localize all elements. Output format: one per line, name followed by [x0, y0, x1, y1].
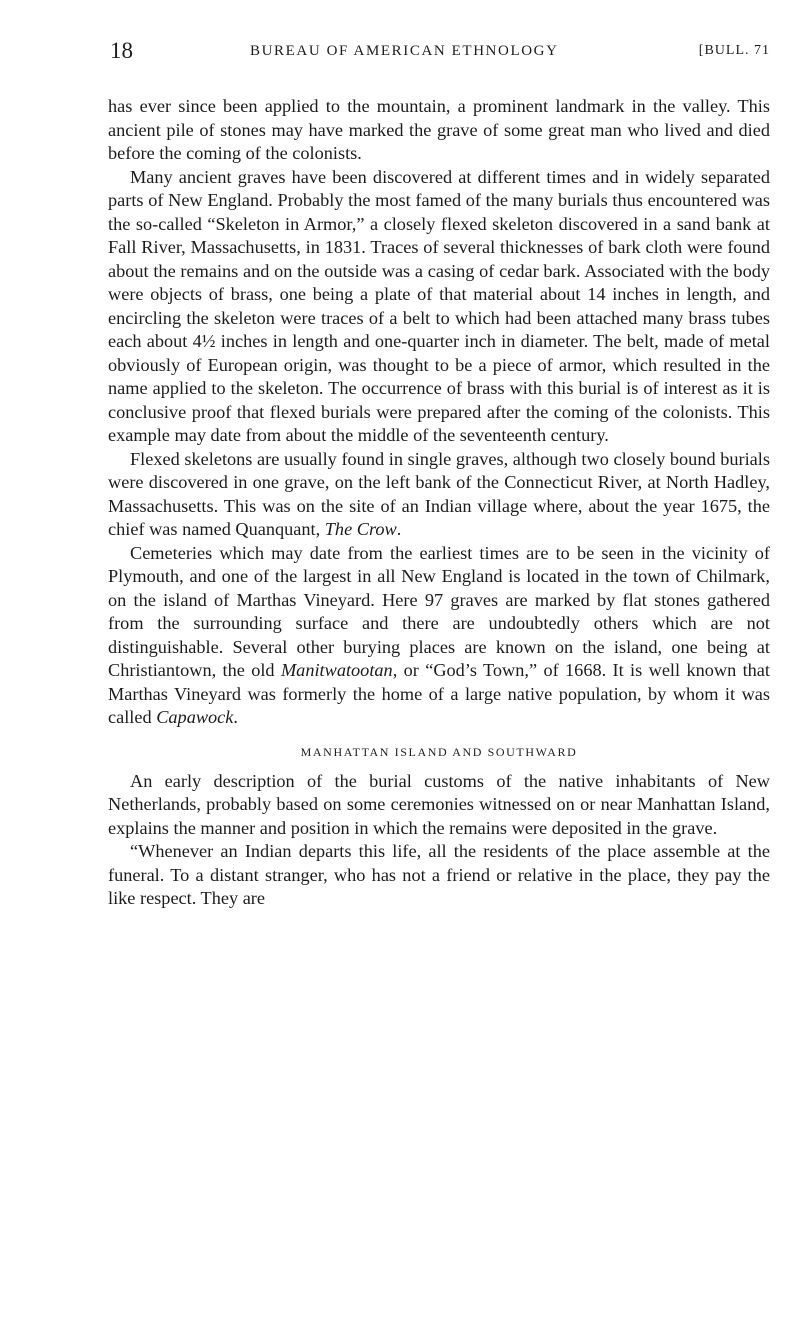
italic-term: Capawock [156, 707, 234, 727]
paragraph-text: . [233, 707, 238, 727]
body-text [108, 95, 770, 911]
paragraph-text: , or “God’s Town,” of 1668. It is well known that Marthas Vineyard was formerly the home of a large native population, by whom it was called [108, 660, 770, 727]
running-head-title: BUREAU OF AMERICAN ETHNOLOGY [250, 43, 559, 59]
paragraph-text: . [396, 519, 402, 539]
paragraph-continued: has ever since been applied to the mountain, a prominent landmark in the valley. This ancient pile of stones may have marked the grave of some great man who lived and died before the coming of the colonists. [108, 96, 770, 163]
paragraph-early-description: An early description of the burial customs of the native inhabitants of New Netherlands, probably based on some ceremonies witnessed on or near Manhattan Island, explains the manner and position in which the remains were deposited in the grave. [108, 770, 770, 838]
italic-term: Manitwatootan [280, 660, 393, 680]
running-head [110, 38, 770, 68]
paragraph-flexed-skeletons [108, 448, 770, 542]
section-heading: MANHATTAN ISLAND AND SOUTHWARD [300, 744, 578, 759]
paragraph-cemeteries [108, 542, 770, 730]
bulletin-number: [BULL. 71 [698, 43, 770, 58]
page-number: 18 [110, 38, 133, 63]
paragraph-text: Cemeteries which may date from the earliest times are to be seen in the vicinity of Plymouth, and one of the largest in all New England is located in the town of Chilmark, on the island of Marthas Vineyard. Here 97 graves are marked by flat stones gathered from the surrounding surface and there are undoubtedly others which are not distinguishable. Several other burying places are known on the island, one being at Christiantown, the old [108, 542, 770, 680]
paragraph-text: Flexed skeletons are usually found in single graves, although two closely bound burials were discovered in one grave, on the left bank of the Connecticut River, at North Hadley, Massachusetts. This was on the site of an Indian village where, about the year 1675, the chief was named Quanquant, [108, 448, 770, 539]
paragraph-quotation: “Whenever an Indian departs this life, all the residents of the place assemble at the funeral. To a distant stranger, who has not a friend or relative in the place, they pay the like respect. They are [108, 841, 770, 908]
italic-term: The Crow [324, 519, 397, 539]
paragraph-skeleton-in-armor: Many ancient graves have been discovered at different times and in widely separated parts of New England. Probably the most famed of the many burials thus encountered was the so-called “Skeleton in Armor,” a closely flexed skeleton discovered in a sand bank at Fall River, Massachusetts, in 1831. Traces of several thicknesses of bark cloth were found about the remains and on the outside was a casing of cedar bark. Associated with the body were objects of brass, one being a plate of that material about 14 inches in length, and encircling the skeleton were traces of a belt to which had been attached many brass tubes each about 4½ inches in length and one-quarter inch in diameter. The belt, made of metal obviously of European origin, was thought to be a piece of armor, which resulted in the name applied to the skeleton. The occurrence of brass with this burial is of interest as it is conclusive proof that flexed burials were prepared after the coming of the colonists. This example may date from about the middle of the seventeenth century. [108, 166, 770, 445]
